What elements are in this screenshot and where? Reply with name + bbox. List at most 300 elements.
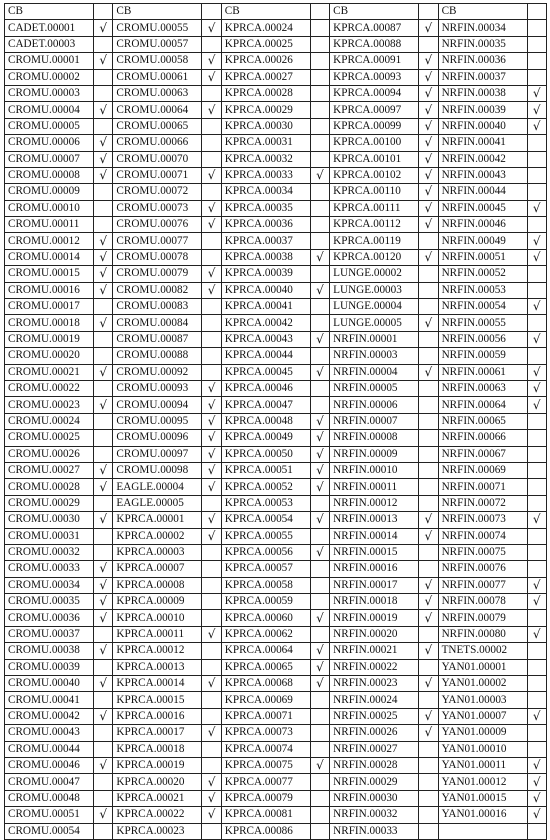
check-mark-cell	[419, 446, 438, 462]
check-mark-cell	[202, 643, 221, 659]
challenge-code-cell: CROMU.00058	[113, 53, 202, 69]
check-mark-cell	[310, 659, 329, 675]
challenge-code-cell: CROMU.00021	[5, 364, 94, 380]
check-icon: √	[99, 463, 108, 478]
challenge-code-cell: CROMU.00079	[113, 266, 202, 282]
check-icon: √	[424, 151, 433, 166]
header-mark-cell	[310, 4, 329, 20]
challenge-code-cell: LUNGE.00005	[330, 315, 419, 331]
challenge-code-cell: KPRCA.00021	[113, 790, 202, 806]
challenge-code-cell: KPRCA.00071	[221, 708, 310, 724]
challenge-code-cell: CROMU.00028	[5, 479, 94, 495]
challenge-code-cell: KPRCA.00009	[113, 594, 202, 610]
challenge-code-cell: CROMU.00043	[5, 725, 94, 741]
challenge-code-cell: NRFIN.00007	[330, 413, 419, 429]
check-icon: √	[207, 102, 216, 117]
challenge-code-cell: KPRCA.00040	[221, 282, 310, 298]
check-mark-cell	[202, 610, 221, 626]
check-icon: √	[207, 413, 216, 428]
check-icon: √	[424, 676, 433, 691]
check-mark-cell	[94, 20, 113, 36]
table-row	[5, 512, 547, 528]
challenge-code-cell: NRFIN.00029	[330, 774, 419, 790]
table-row	[5, 20, 547, 36]
challenge-code-cell: KPRCA.00025	[221, 36, 310, 52]
check-icon: √	[207, 200, 216, 215]
check-mark-cell	[527, 774, 546, 790]
check-icon: √	[424, 364, 433, 379]
challenge-code-cell: NRFIN.00030	[330, 790, 419, 806]
check-mark-cell	[202, 512, 221, 528]
check-mark-cell	[310, 512, 329, 528]
challenge-code-cell: CADET.00003	[5, 36, 94, 52]
check-mark-cell	[419, 757, 438, 773]
challenge-code-cell: KPRCA.00119	[330, 233, 419, 249]
challenge-code-cell: KPRCA.00001	[113, 512, 202, 528]
challenge-code-cell: KPRCA.00091	[330, 53, 419, 69]
challenge-code-cell: NRFIN.00061	[438, 364, 527, 380]
challenge-code-cell: NRFIN.00011	[330, 479, 419, 495]
check-mark-cell	[202, 462, 221, 478]
table-row	[5, 479, 547, 495]
check-mark-cell	[419, 774, 438, 790]
challenge-code-cell: EAGLE.00005	[113, 495, 202, 511]
header-cell-col-2: CB	[113, 4, 202, 20]
challenge-code-cell: KPRCA.00064	[221, 643, 310, 659]
check-mark-cell	[527, 577, 546, 593]
challenge-code-cell: NRFIN.00051	[438, 249, 527, 265]
check-mark-cell	[310, 479, 329, 495]
challenge-code-cell: CADET.00001	[5, 20, 94, 36]
challenge-code-cell: CROMU.00047	[5, 774, 94, 790]
challenge-code-cell: YAN01.00002	[438, 676, 527, 692]
challenge-code-cell: CROMU.00015	[5, 266, 94, 282]
challenge-code-cell: CROMU.00046	[5, 757, 94, 773]
check-mark-cell	[527, 397, 546, 413]
table-row	[5, 118, 547, 134]
check-icon: √	[99, 807, 108, 822]
check-mark-cell	[527, 528, 546, 544]
table-row	[5, 380, 547, 396]
challenge-code-cell: CROMU.00094	[113, 397, 202, 413]
challenge-code-cell: KPRCA.00049	[221, 430, 310, 446]
check-icon: √	[99, 512, 108, 527]
challenge-code-cell: KPRCA.00097	[330, 102, 419, 118]
check-icon: √	[99, 594, 108, 609]
header-mark-cell	[94, 4, 113, 20]
challenge-code-cell: KPRCA.00017	[113, 725, 202, 741]
check-mark-cell	[310, 233, 329, 249]
check-mark-cell	[419, 676, 438, 692]
table-row	[5, 774, 547, 790]
check-mark-cell	[527, 561, 546, 577]
check-mark-cell	[419, 708, 438, 724]
challenge-code-cell: CROMU.00020	[5, 348, 94, 364]
check-mark-cell	[310, 741, 329, 757]
check-mark-cell	[202, 725, 221, 741]
challenge-code-cell: NRFIN.00009	[330, 446, 419, 462]
table-row	[5, 643, 547, 659]
check-mark-cell	[310, 135, 329, 151]
check-icon: √	[316, 512, 324, 527]
challenge-code-cell: KPRCA.00086	[221, 823, 310, 839]
challenge-code-cell: CROMU.00096	[113, 430, 202, 446]
challenge-code-cell: KPRCA.00046	[221, 380, 310, 396]
check-mark-cell	[310, 397, 329, 413]
check-mark-cell	[202, 544, 221, 560]
table-row	[5, 364, 547, 380]
challenge-code-cell: CROMU.00024	[5, 413, 94, 429]
check-mark-cell	[202, 151, 221, 167]
check-mark-cell	[202, 135, 221, 151]
check-icon: √	[424, 315, 433, 330]
check-mark-cell	[94, 594, 113, 610]
check-mark-cell	[94, 102, 113, 118]
check-mark-cell	[419, 725, 438, 741]
table-row	[5, 331, 547, 347]
challenge-code-cell: NRFIN.00013	[330, 512, 419, 528]
challenge-code-cell: NRFIN.00073	[438, 512, 527, 528]
challenge-code-cell: NRFIN.00064	[438, 397, 527, 413]
challenge-code-cell: NRFIN.00024	[330, 692, 419, 708]
challenge-code-cell: NRFIN.00021	[330, 643, 419, 659]
check-mark-cell	[310, 643, 329, 659]
check-mark-cell	[94, 233, 113, 249]
challenge-code-cell: CROMU.00037	[5, 626, 94, 642]
table-row	[5, 315, 547, 331]
check-mark-cell	[202, 561, 221, 577]
challenge-code-cell: KPRCA.00010	[113, 610, 202, 626]
check-mark-cell	[94, 479, 113, 495]
check-mark-cell	[202, 233, 221, 249]
challenge-code-cell: KPRCA.00087	[330, 20, 419, 36]
check-icon: √	[532, 708, 541, 723]
check-mark-cell	[202, 676, 221, 692]
check-icon: √	[99, 758, 108, 773]
check-mark-cell	[94, 348, 113, 364]
check-mark-cell	[310, 20, 329, 36]
check-mark-cell	[94, 544, 113, 560]
check-icon: √	[424, 528, 433, 543]
check-mark-cell	[419, 544, 438, 560]
check-mark-cell	[202, 331, 221, 347]
check-mark-cell	[310, 692, 329, 708]
table-row	[5, 495, 547, 511]
check-mark-cell	[419, 184, 438, 200]
table-row	[5, 102, 547, 118]
check-mark-cell	[419, 610, 438, 626]
check-icon: √	[424, 708, 433, 723]
check-icon: √	[424, 69, 433, 84]
check-mark-cell	[202, 397, 221, 413]
challenge-code-cell: KPRCA.00099	[330, 118, 419, 134]
check-mark-cell	[527, 85, 546, 101]
check-mark-cell	[419, 102, 438, 118]
check-mark-cell	[94, 643, 113, 659]
challenge-code-cell: CROMU.00071	[113, 167, 202, 183]
challenge-code-cell: LUNGE.00003	[330, 282, 419, 298]
challenge-code-cell: YAN01.00009	[438, 725, 527, 741]
check-icon: √	[207, 790, 216, 805]
check-mark-cell	[202, 708, 221, 724]
check-mark-cell	[527, 643, 546, 659]
table-row	[5, 249, 547, 265]
table-row	[5, 561, 547, 577]
challenge-code-cell: KPRCA.00037	[221, 233, 310, 249]
check-mark-cell	[202, 823, 221, 839]
challenge-code-cell: CROMU.00048	[5, 790, 94, 806]
challenge-code-cell: NRFIN.00066	[438, 430, 527, 446]
check-mark-cell	[527, 315, 546, 331]
challenge-code-cell: NRFIN.00059	[438, 348, 527, 364]
check-icon: √	[424, 250, 433, 265]
challenge-code-cell: CROMU.00011	[5, 217, 94, 233]
check-icon: √	[99, 643, 108, 658]
check-icon: √	[207, 381, 216, 396]
check-icon: √	[316, 676, 324, 691]
check-mark-cell	[94, 36, 113, 52]
check-mark-cell	[94, 413, 113, 429]
check-mark-cell	[527, 610, 546, 626]
check-mark-cell	[310, 413, 329, 429]
check-icon: √	[99, 135, 108, 150]
check-mark-cell	[527, 725, 546, 741]
challenge-code-cell: NRFIN.00052	[438, 266, 527, 282]
check-icon: √	[316, 250, 324, 265]
challenge-code-cell: KPRCA.00022	[113, 807, 202, 823]
challenge-code-cell: CROMU.00038	[5, 643, 94, 659]
check-mark-cell	[94, 757, 113, 773]
check-mark-cell	[527, 676, 546, 692]
check-mark-cell	[527, 200, 546, 216]
check-mark-cell	[202, 348, 221, 364]
check-icon: √	[424, 577, 433, 592]
check-mark-cell	[419, 69, 438, 85]
check-mark-cell	[94, 151, 113, 167]
check-icon: √	[424, 200, 433, 215]
challenge-code-cell: CROMU.00031	[5, 528, 94, 544]
challenge-code-cell: YAN01.00012	[438, 774, 527, 790]
check-mark-cell	[527, 217, 546, 233]
table-row	[5, 53, 547, 69]
challenge-code-cell: KPRCA.00012	[113, 643, 202, 659]
challenge-code-cell: KPRCA.00065	[221, 659, 310, 675]
challenge-code-cell: KPRCA.00093	[330, 69, 419, 85]
check-mark-cell	[419, 462, 438, 478]
check-icon: √	[532, 774, 541, 789]
table-row	[5, 36, 547, 52]
check-mark-cell	[94, 626, 113, 642]
check-mark-cell	[527, 741, 546, 757]
check-mark-cell	[527, 348, 546, 364]
challenge-code-cell: KPRCA.00018	[113, 741, 202, 757]
check-icon: √	[424, 184, 433, 199]
challenge-code-cell: KPRCA.00034	[221, 184, 310, 200]
check-icon: √	[207, 282, 216, 297]
check-mark-cell	[419, 594, 438, 610]
check-mark-cell	[94, 315, 113, 331]
table-row	[5, 626, 547, 642]
check-icon: √	[99, 168, 108, 183]
check-mark-cell	[202, 577, 221, 593]
check-mark-cell	[310, 118, 329, 134]
challenge-code-cell: KPRCA.00101	[330, 151, 419, 167]
check-mark-cell	[527, 790, 546, 806]
check-mark-cell	[94, 512, 113, 528]
challenge-code-cell: KPRCA.00019	[113, 757, 202, 773]
check-mark-cell	[310, 331, 329, 347]
check-mark-cell	[419, 528, 438, 544]
challenge-code-cell: KPRCA.00069	[221, 692, 310, 708]
challenge-code-cell: KPRCA.00074	[221, 741, 310, 757]
challenge-code-cell: NRFIN.00079	[438, 610, 527, 626]
check-icon: √	[532, 332, 541, 346]
challenge-code-cell: CROMU.00027	[5, 462, 94, 478]
check-mark-cell	[527, 299, 546, 315]
check-mark-cell	[94, 790, 113, 806]
challenge-code-cell: CROMU.00057	[113, 36, 202, 52]
table-row	[5, 299, 547, 315]
table-row	[5, 676, 547, 692]
check-mark-cell	[310, 184, 329, 200]
check-icon: √	[316, 463, 324, 478]
check-mark-cell	[94, 364, 113, 380]
check-mark-cell	[419, 397, 438, 413]
challenge-code-cell: KPRCA.00035	[221, 200, 310, 216]
challenge-code-cell: NRFIN.00023	[330, 676, 419, 692]
challenge-code-cell: NRFIN.00028	[330, 757, 419, 773]
challenge-code-cell: KPRCA.00039	[221, 266, 310, 282]
check-mark-cell	[310, 544, 329, 560]
challenge-code-cell: NRFIN.00034	[438, 20, 527, 36]
challenge-code-cell: CROMU.00008	[5, 167, 94, 183]
check-icon: √	[99, 676, 108, 691]
check-mark-cell	[310, 167, 329, 183]
check-mark-cell	[202, 479, 221, 495]
challenge-code-cell: KPRCA.00110	[330, 184, 419, 200]
table-row	[5, 659, 547, 675]
check-icon: √	[532, 790, 541, 805]
challenge-code-cell: KPRCA.00048	[221, 413, 310, 429]
check-icon: √	[532, 118, 541, 133]
check-mark-cell	[202, 200, 221, 216]
check-icon: √	[532, 86, 541, 101]
check-icon: √	[424, 53, 433, 68]
challenge-code-cell: NRFIN.00020	[330, 626, 419, 642]
check-mark-cell	[310, 53, 329, 69]
check-mark-cell	[419, 807, 438, 823]
challenge-code-cell: EAGLE.00004	[113, 479, 202, 495]
challenge-code-cell: CROMU.00083	[113, 299, 202, 315]
check-icon: √	[532, 758, 541, 773]
check-mark-cell	[310, 151, 329, 167]
challenge-code-cell: CROMU.00003	[5, 85, 94, 101]
challenge-code-cell: KPRCA.00016	[113, 708, 202, 724]
challenge-code-cell: NRFIN.00043	[438, 167, 527, 183]
challenge-code-cell: KPRCA.00081	[221, 807, 310, 823]
check-icon: √	[207, 479, 216, 494]
check-mark-cell	[94, 430, 113, 446]
check-mark-cell	[202, 53, 221, 69]
challenge-code-cell: KPRCA.00013	[113, 659, 202, 675]
challenge-code-cell: KPRCA.00120	[330, 249, 419, 265]
check-mark-cell	[310, 594, 329, 610]
table-row	[5, 544, 547, 560]
header-cell-col-3: CB	[221, 4, 310, 20]
check-mark-cell	[419, 200, 438, 216]
check-mark-cell	[310, 528, 329, 544]
challenge-code-cell: NRFIN.00026	[330, 725, 419, 741]
check-mark-cell	[94, 462, 113, 478]
challenge-code-cell: NRFIN.00006	[330, 397, 419, 413]
check-icon: √	[532, 364, 541, 379]
table-row	[5, 708, 547, 724]
table-row	[5, 151, 547, 167]
header-mark-cell	[419, 4, 438, 20]
check-mark-cell	[202, 102, 221, 118]
check-icon: √	[424, 610, 433, 625]
check-icon: √	[532, 512, 541, 527]
check-mark-cell	[310, 577, 329, 593]
check-mark-cell	[94, 692, 113, 708]
check-mark-cell	[310, 610, 329, 626]
challenge-code-cell: CROMU.00004	[5, 102, 94, 118]
check-mark-cell	[419, 233, 438, 249]
challenge-code-cell: NRFIN.00037	[438, 69, 527, 85]
challenge-code-cell: CROMU.00035	[5, 594, 94, 610]
header-cell-col-4: CB	[330, 4, 419, 20]
check-icon: √	[207, 217, 216, 232]
check-mark-cell	[310, 380, 329, 396]
challenge-code-cell: KPRCA.00020	[113, 774, 202, 790]
challenge-code-cell: KPRCA.00057	[221, 561, 310, 577]
check-icon: √	[424, 512, 433, 527]
table-row	[5, 741, 547, 757]
check-mark-cell	[202, 184, 221, 200]
table-row	[5, 577, 547, 593]
challenge-code-cell: NRFIN.00036	[438, 53, 527, 69]
challenge-code-cell: YAN01.00003	[438, 692, 527, 708]
check-mark-cell	[527, 544, 546, 560]
challenge-code-cell: CROMU.00040	[5, 676, 94, 692]
challenge-code-cell: KPRCA.00077	[221, 774, 310, 790]
table-row	[5, 217, 547, 233]
challenge-code-cell: KPRCA.00062	[221, 626, 310, 642]
check-mark-cell	[202, 741, 221, 757]
challenge-code-cell: KPRCA.00024	[221, 20, 310, 36]
check-icon: √	[316, 168, 324, 183]
check-mark-cell	[527, 708, 546, 724]
challenge-code-cell: CROMU.00030	[5, 512, 94, 528]
check-mark-cell	[94, 167, 113, 183]
challenge-code-cell: CROMU.00023	[5, 397, 94, 413]
challenge-code-cell: NRFIN.00004	[330, 364, 419, 380]
check-mark-cell	[419, 364, 438, 380]
challenge-code-cell: KPRCA.00075	[221, 757, 310, 773]
cb-checklist-document	[4, 3, 546, 840]
check-icon: √	[316, 282, 324, 297]
check-mark-cell	[310, 36, 329, 52]
check-mark-cell	[310, 69, 329, 85]
check-mark-cell	[202, 36, 221, 52]
check-icon: √	[532, 577, 541, 592]
check-mark-cell	[527, 413, 546, 429]
check-mark-cell	[527, 659, 546, 675]
challenge-code-cell: CROMU.00018	[5, 315, 94, 331]
check-mark-cell	[419, 643, 438, 659]
check-mark-cell	[527, 364, 546, 380]
challenge-code-cell: CROMU.00039	[5, 659, 94, 675]
